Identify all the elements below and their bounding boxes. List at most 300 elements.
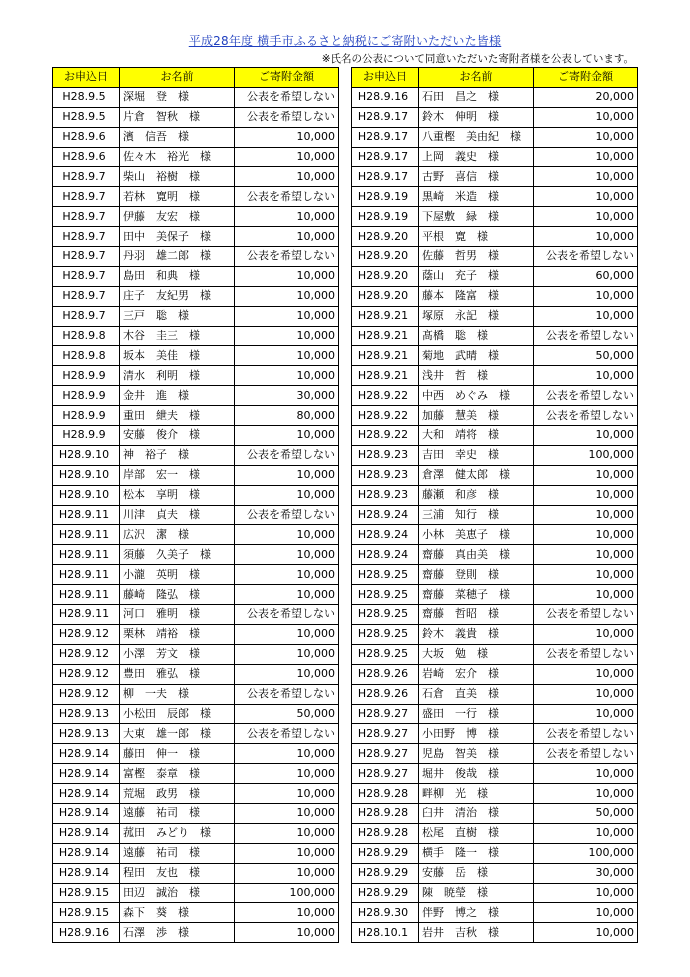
table-row xyxy=(352,306,638,326)
donation-amount: 10,000 xyxy=(235,525,339,545)
donation-amount: 10,000 xyxy=(235,346,339,366)
donation-amount: 10,000 xyxy=(235,167,339,187)
table-row xyxy=(53,465,339,485)
donation-date: H28.9.20 xyxy=(352,227,419,247)
table-row xyxy=(352,883,638,903)
donation-date: H28.9.8 xyxy=(53,346,120,366)
donor-name: 川津 貞夫 様 xyxy=(120,505,235,525)
donation-date: H28.9.11 xyxy=(53,565,120,585)
table-row xyxy=(53,744,339,764)
donation-date: H28.9.9 xyxy=(53,366,120,386)
donation-date: H28.9.7 xyxy=(53,247,120,267)
donation-date: H28.9.11 xyxy=(53,505,120,525)
donation-date: H28.9.10 xyxy=(53,465,120,485)
donor-name: 菊地 武晴 様 xyxy=(419,346,534,366)
donor-name: 重田 紲夫 様 xyxy=(120,406,235,426)
donor-name: 神 裕子 様 xyxy=(120,445,235,465)
donation-amount: 10,000 xyxy=(235,147,339,167)
donor-name: 岩崎 宏介 様 xyxy=(419,664,534,684)
donation-amount: 10,000 xyxy=(534,823,638,843)
table-row xyxy=(352,207,638,227)
table-row xyxy=(352,445,638,465)
table-header-row xyxy=(53,68,339,88)
table-row xyxy=(352,326,638,346)
table-row xyxy=(352,286,638,306)
donor-name: 岸部 宏一 様 xyxy=(120,465,235,485)
donation-date: H28.9.27 xyxy=(352,764,419,784)
donor-name: 藤田 伸一 様 xyxy=(120,744,235,764)
donor-name: 陳 暁瑩 様 xyxy=(419,883,534,903)
table-row xyxy=(53,187,339,207)
donor-name: 齋藤 菜穂子 様 xyxy=(419,585,534,605)
donation-date: H28.9.22 xyxy=(352,386,419,406)
table-row xyxy=(352,565,638,585)
donor-name: 児島 智美 様 xyxy=(419,744,534,764)
donation-amount: 10,000 xyxy=(534,923,638,943)
donation-amount: 10,000 xyxy=(534,545,638,565)
table-row xyxy=(53,923,339,943)
donation-date: H28.9.12 xyxy=(53,664,120,684)
donor-name: 齋藤 登則 様 xyxy=(419,565,534,585)
table-row xyxy=(352,127,638,147)
donation-amount: 10,000 xyxy=(235,266,339,286)
donation-amount: 10,000 xyxy=(534,624,638,644)
donation-date: H28.9.16 xyxy=(53,923,120,943)
donor-name: 黒崎 米造 様 xyxy=(419,187,534,207)
donor-name: 遠藤 祐司 様 xyxy=(120,803,235,823)
table-row xyxy=(352,167,638,187)
donation-amount: 10,000 xyxy=(534,426,638,446)
donation-amount: 10,000 xyxy=(235,326,339,346)
table-row xyxy=(352,704,638,724)
table-row xyxy=(53,207,339,227)
donation-amount: 100,000 xyxy=(534,843,638,863)
donor-name: 臼井 清治 様 xyxy=(419,803,534,823)
donation-amount: 30,000 xyxy=(235,386,339,406)
donation-date: H28.9.14 xyxy=(53,823,120,843)
page-title: 平成28年度 横手市ふるさと納税にご寄附いただいた皆様 xyxy=(188,34,502,48)
table-row xyxy=(53,406,339,426)
donation-date: H28.9.19 xyxy=(352,187,419,207)
table-row xyxy=(352,465,638,485)
donation-amount: 10,000 xyxy=(235,784,339,804)
donation-date: H28.9.28 xyxy=(352,823,419,843)
donation-amount: 10,000 xyxy=(534,664,638,684)
donation-amount: 10,000 xyxy=(534,565,638,585)
donation-amount: 10,000 xyxy=(534,147,638,167)
table-row xyxy=(53,426,339,446)
table-row xyxy=(53,386,339,406)
table-row xyxy=(53,445,339,465)
donor-name: 畔柳 光 様 xyxy=(419,784,534,804)
table-row xyxy=(352,605,638,625)
donation-date: H28.9.25 xyxy=(352,605,419,625)
donor-name: 大東 雄一郎 様 xyxy=(120,724,235,744)
donation-date: H28.9.28 xyxy=(352,784,419,804)
donor-name: 齋藤 哲昭 様 xyxy=(419,605,534,625)
table-row xyxy=(352,923,638,943)
donation-date: H28.9.15 xyxy=(53,883,120,903)
donation-amount: 10,000 xyxy=(534,525,638,545)
donation-date: H28.9.25 xyxy=(352,585,419,605)
donation-amount: 10,000 xyxy=(235,426,339,446)
table-row xyxy=(53,227,339,247)
donation-date: H28.9.26 xyxy=(352,684,419,704)
donation-amount: 10,000 xyxy=(235,803,339,823)
donation-amount: 50,000 xyxy=(534,346,638,366)
donation-amount: 10,000 xyxy=(235,585,339,605)
table-row xyxy=(352,744,638,764)
donation-amount: 10,000 xyxy=(534,903,638,923)
donation-date: H28.9.27 xyxy=(352,744,419,764)
donor-name: 柴山 裕樹 様 xyxy=(120,167,235,187)
donation-date: H28.9.19 xyxy=(352,207,419,227)
donation-amount: 公表を希望しない xyxy=(534,744,638,764)
donor-name: 大坂 勉 様 xyxy=(419,644,534,664)
table-row xyxy=(53,167,339,187)
donor-name: 小林 美恵子 様 xyxy=(419,525,534,545)
donation-amount: 10,000 xyxy=(534,366,638,386)
table-row xyxy=(53,784,339,804)
donation-date: H28.9.20 xyxy=(352,266,419,286)
table-row xyxy=(352,784,638,804)
table-row xyxy=(53,127,339,147)
donation-amount: 80,000 xyxy=(235,406,339,426)
donor-name: 中西 めぐみ 様 xyxy=(419,386,534,406)
table-row xyxy=(53,883,339,903)
donation-amount: 10,000 xyxy=(235,664,339,684)
table-row xyxy=(352,644,638,664)
donor-name: 金井 進 様 xyxy=(120,386,235,406)
donor-name: 豊田 雅弘 様 xyxy=(120,664,235,684)
donor-name: 安藤 俊介 様 xyxy=(120,426,235,446)
donation-date: H28.9.29 xyxy=(352,843,419,863)
table-row xyxy=(352,724,638,744)
donation-amount: 公表を希望しない xyxy=(235,505,339,525)
donation-amount: 50,000 xyxy=(235,704,339,724)
donation-amount: 公表を希望しない xyxy=(235,445,339,465)
column-header-amount: ご寄附金額 xyxy=(534,68,638,88)
donor-name: 遠藤 祐司 様 xyxy=(120,843,235,863)
table-row xyxy=(53,247,339,267)
donation-date: H28.9.12 xyxy=(53,644,120,664)
table-row xyxy=(352,426,638,446)
donation-amount: 10,000 xyxy=(534,784,638,804)
donation-date: H28.9.17 xyxy=(352,107,419,127)
donation-date: H28.9.25 xyxy=(352,565,419,585)
table-row xyxy=(352,386,638,406)
donor-name: 坂本 美佳 様 xyxy=(120,346,235,366)
donation-date: H28.9.8 xyxy=(53,326,120,346)
table-row xyxy=(352,406,638,426)
table-row xyxy=(352,863,638,883)
table-row xyxy=(53,485,339,505)
donation-date: H28.9.13 xyxy=(53,704,120,724)
donor-name: 小松田 辰郎 様 xyxy=(120,704,235,724)
table-row xyxy=(352,664,638,684)
donation-amount: 100,000 xyxy=(534,445,638,465)
donation-date: H28.9.13 xyxy=(53,724,120,744)
donation-date: H28.9.20 xyxy=(352,286,419,306)
table-row xyxy=(352,684,638,704)
donation-date: H28.9.27 xyxy=(352,704,419,724)
donation-amount: 公表を希望しない xyxy=(235,87,339,107)
donation-date: H28.9.7 xyxy=(53,266,120,286)
donation-date: H28.9.15 xyxy=(53,903,120,923)
donation-date: H28.9.24 xyxy=(352,545,419,565)
donation-date: H28.9.17 xyxy=(352,167,419,187)
donation-amount: 10,000 xyxy=(534,306,638,326)
donation-date: H28.9.27 xyxy=(352,724,419,744)
donation-amount: 公表を希望しない xyxy=(534,386,638,406)
table-row xyxy=(53,147,339,167)
donation-date: H28.9.7 xyxy=(53,167,120,187)
donation-amount: 公表を希望しない xyxy=(534,605,638,625)
donation-date: H28.9.25 xyxy=(352,644,419,664)
donation-amount: 公表を希望しない xyxy=(534,724,638,744)
table-row xyxy=(53,266,339,286)
donation-date: H28.9.29 xyxy=(352,863,419,883)
donation-date: H28.9.10 xyxy=(53,485,120,505)
table-row xyxy=(352,247,638,267)
donor-table-right xyxy=(351,67,638,943)
donation-amount: 10,000 xyxy=(534,286,638,306)
donation-date: H28.9.17 xyxy=(352,127,419,147)
donation-date: H28.9.22 xyxy=(352,426,419,446)
donor-name: 盛田 一行 様 xyxy=(419,704,534,724)
donor-name: 岩井 吉秋 様 xyxy=(419,923,534,943)
donation-amount: 10,000 xyxy=(235,823,339,843)
donor-name: 田辺 誠治 様 xyxy=(120,883,235,903)
donation-date: H28.10.1 xyxy=(352,923,419,943)
donation-amount: 10,000 xyxy=(534,883,638,903)
donation-date: H28.9.12 xyxy=(53,624,120,644)
donation-amount: 10,000 xyxy=(235,764,339,784)
table-row xyxy=(53,346,339,366)
table-row xyxy=(53,107,339,127)
table-row xyxy=(53,605,339,625)
donation-amount: 10,000 xyxy=(534,187,638,207)
donor-name: 小澤 芳文 様 xyxy=(120,644,235,664)
donation-amount: 公表を希望しない xyxy=(235,107,339,127)
donation-amount: 10,000 xyxy=(534,585,638,605)
donation-date: H28.9.21 xyxy=(352,366,419,386)
table-row xyxy=(352,505,638,525)
donor-name: 濱 信吾 様 xyxy=(120,127,235,147)
donation-date: H28.9.14 xyxy=(53,863,120,883)
donation-amount: 公表を希望しない xyxy=(235,247,339,267)
table-row xyxy=(53,306,339,326)
table-row xyxy=(53,843,339,863)
table-header-row xyxy=(352,68,638,88)
donation-date: H28.9.11 xyxy=(53,545,120,565)
donor-name: 木谷 圭三 様 xyxy=(120,326,235,346)
donor-name: 三戸 聡 様 xyxy=(120,306,235,326)
table-row xyxy=(352,366,638,386)
donor-name: 藤崎 隆弘 様 xyxy=(120,585,235,605)
donation-date: H28.9.10 xyxy=(53,445,120,465)
donor-name: 浅井 哲 様 xyxy=(419,366,534,386)
donor-name: 石澤 渉 様 xyxy=(120,923,235,943)
table-row xyxy=(352,764,638,784)
table-row xyxy=(53,764,339,784)
table-row xyxy=(53,87,339,107)
donor-name: 広沢 潔 様 xyxy=(120,525,235,545)
donor-name: 石田 昌之 様 xyxy=(419,87,534,107)
table-row xyxy=(352,485,638,505)
donation-amount: 10,000 xyxy=(235,306,339,326)
donation-amount: 公表を希望しない xyxy=(534,644,638,664)
donation-amount: 10,000 xyxy=(534,505,638,525)
table-row xyxy=(53,525,339,545)
donor-name: 三浦 知行 様 xyxy=(419,505,534,525)
table-row xyxy=(53,803,339,823)
table-row xyxy=(53,326,339,346)
donation-date: H28.9.14 xyxy=(53,744,120,764)
donation-amount: 10,000 xyxy=(235,565,339,585)
donation-amount: 10,000 xyxy=(534,107,638,127)
table-row xyxy=(53,366,339,386)
table-row xyxy=(352,624,638,644)
table-row xyxy=(53,664,339,684)
donation-amount: 公表を希望しない xyxy=(235,684,339,704)
donation-date: H28.9.30 xyxy=(352,903,419,923)
donation-amount: 10,000 xyxy=(235,465,339,485)
donor-name: 庄子 友紀男 様 xyxy=(120,286,235,306)
donation-date: H28.9.11 xyxy=(53,525,120,545)
donation-date: H28.9.21 xyxy=(352,326,419,346)
donation-amount: 10,000 xyxy=(235,644,339,664)
table-row xyxy=(352,266,638,286)
donation-amount: 10,000 xyxy=(235,624,339,644)
donation-date: H28.9.14 xyxy=(53,843,120,863)
table-row xyxy=(53,545,339,565)
donation-amount: 10,000 xyxy=(235,127,339,147)
donation-amount: 50,000 xyxy=(534,803,638,823)
table-row xyxy=(53,644,339,664)
donation-date: H28.9.26 xyxy=(352,664,419,684)
table-row xyxy=(352,803,638,823)
table-row xyxy=(53,724,339,744)
donation-date: H28.9.7 xyxy=(53,306,120,326)
column-header-date: お申込日 xyxy=(352,68,419,88)
donation-amount: 公表を希望しない xyxy=(534,326,638,346)
donor-name: 片倉 智秋 様 xyxy=(120,107,235,127)
donation-amount: 10,000 xyxy=(534,167,638,187)
column-header-date: お申込日 xyxy=(53,68,120,88)
donation-amount: 10,000 xyxy=(235,485,339,505)
donor-name: 森下 葵 様 xyxy=(120,903,235,923)
donation-amount: 公表を希望しない xyxy=(534,247,638,267)
donor-name: 塚原 永記 様 xyxy=(419,306,534,326)
donation-amount: 10,000 xyxy=(235,227,339,247)
donation-amount: 10,000 xyxy=(534,764,638,784)
donor-name: 深堀 登 様 xyxy=(120,87,235,107)
donation-date: H28.9.6 xyxy=(53,147,120,167)
donation-date: H28.9.25 xyxy=(352,624,419,644)
donor-name: 髙橋 聡 様 xyxy=(419,326,534,346)
donor-name: 佐々木 裕光 様 xyxy=(120,147,235,167)
donation-date: H28.9.5 xyxy=(53,87,120,107)
table-row xyxy=(352,903,638,923)
donor-name: 藤瀬 和彦 様 xyxy=(419,485,534,505)
donation-date: H28.9.7 xyxy=(53,286,120,306)
table-row xyxy=(53,704,339,724)
donor-name: 小瀧 英明 様 xyxy=(120,565,235,585)
donation-date: H28.9.9 xyxy=(53,386,120,406)
donation-date: H28.9.5 xyxy=(53,107,120,127)
donor-name: 伴野 博之 様 xyxy=(419,903,534,923)
donation-amount: 公表を希望しない xyxy=(235,724,339,744)
column-header-amount: ご寄附金額 xyxy=(235,68,339,88)
donation-amount: 60,000 xyxy=(534,266,638,286)
donation-amount: 10,000 xyxy=(235,545,339,565)
donor-name: 石倉 直美 様 xyxy=(419,684,534,704)
donation-amount: 10,000 xyxy=(235,923,339,943)
column-header-name: お名前 xyxy=(120,68,235,88)
donation-date: H28.9.11 xyxy=(53,605,120,625)
donation-date: H28.9.24 xyxy=(352,505,419,525)
donation-amount: 100,000 xyxy=(235,883,339,903)
donor-name: 上岡 義史 様 xyxy=(419,147,534,167)
donor-name: 河口 雅明 様 xyxy=(120,605,235,625)
donor-name: 清水 利明 様 xyxy=(120,366,235,386)
donation-amount: 10,000 xyxy=(235,744,339,764)
donation-amount: 30,000 xyxy=(534,863,638,883)
donation-date: H28.9.23 xyxy=(352,445,419,465)
donation-date: H28.9.23 xyxy=(352,485,419,505)
donor-name: 伊藤 友宏 様 xyxy=(120,207,235,227)
donation-date: H28.9.12 xyxy=(53,684,120,704)
table-row xyxy=(53,565,339,585)
donation-date: H28.9.14 xyxy=(53,764,120,784)
table-row xyxy=(352,187,638,207)
table-row xyxy=(352,346,638,366)
table-row xyxy=(53,624,339,644)
donor-name: 平根 寛 様 xyxy=(419,227,534,247)
donation-date: H28.9.6 xyxy=(53,127,120,147)
table-row xyxy=(352,585,638,605)
donor-name: 田中 美保子 様 xyxy=(120,227,235,247)
donation-date: H28.9.9 xyxy=(53,426,120,446)
donation-amount: 10,000 xyxy=(534,684,638,704)
table-row xyxy=(53,903,339,923)
table-row xyxy=(352,545,638,565)
donation-date: H28.9.14 xyxy=(53,784,120,804)
donor-name: 小田野 博 様 xyxy=(419,724,534,744)
donation-date: H28.9.9 xyxy=(53,406,120,426)
donor-name: 横手 隆一 様 xyxy=(419,843,534,863)
donor-name: 倉澤 健太郎 様 xyxy=(419,465,534,485)
donor-name: 吉田 幸史 様 xyxy=(419,445,534,465)
donation-date: H28.9.29 xyxy=(352,883,419,903)
donation-amount: 10,000 xyxy=(534,207,638,227)
donor-name: 佐藤 哲男 様 xyxy=(419,247,534,267)
donor-name: 松尾 直樹 様 xyxy=(419,823,534,843)
donation-date: H28.9.28 xyxy=(352,803,419,823)
donation-amount: 10,000 xyxy=(235,286,339,306)
donor-name: 大和 靖将 様 xyxy=(419,426,534,446)
donation-date: H28.9.24 xyxy=(352,525,419,545)
donation-amount: 公表を希望しない xyxy=(235,605,339,625)
donation-amount: 10,000 xyxy=(534,227,638,247)
table-row xyxy=(352,525,638,545)
donation-amount: 10,000 xyxy=(534,465,638,485)
table-row xyxy=(352,107,638,127)
donation-date: H28.9.16 xyxy=(352,87,419,107)
donor-name: 古野 喜信 様 xyxy=(419,167,534,187)
donation-amount: 10,000 xyxy=(235,863,339,883)
